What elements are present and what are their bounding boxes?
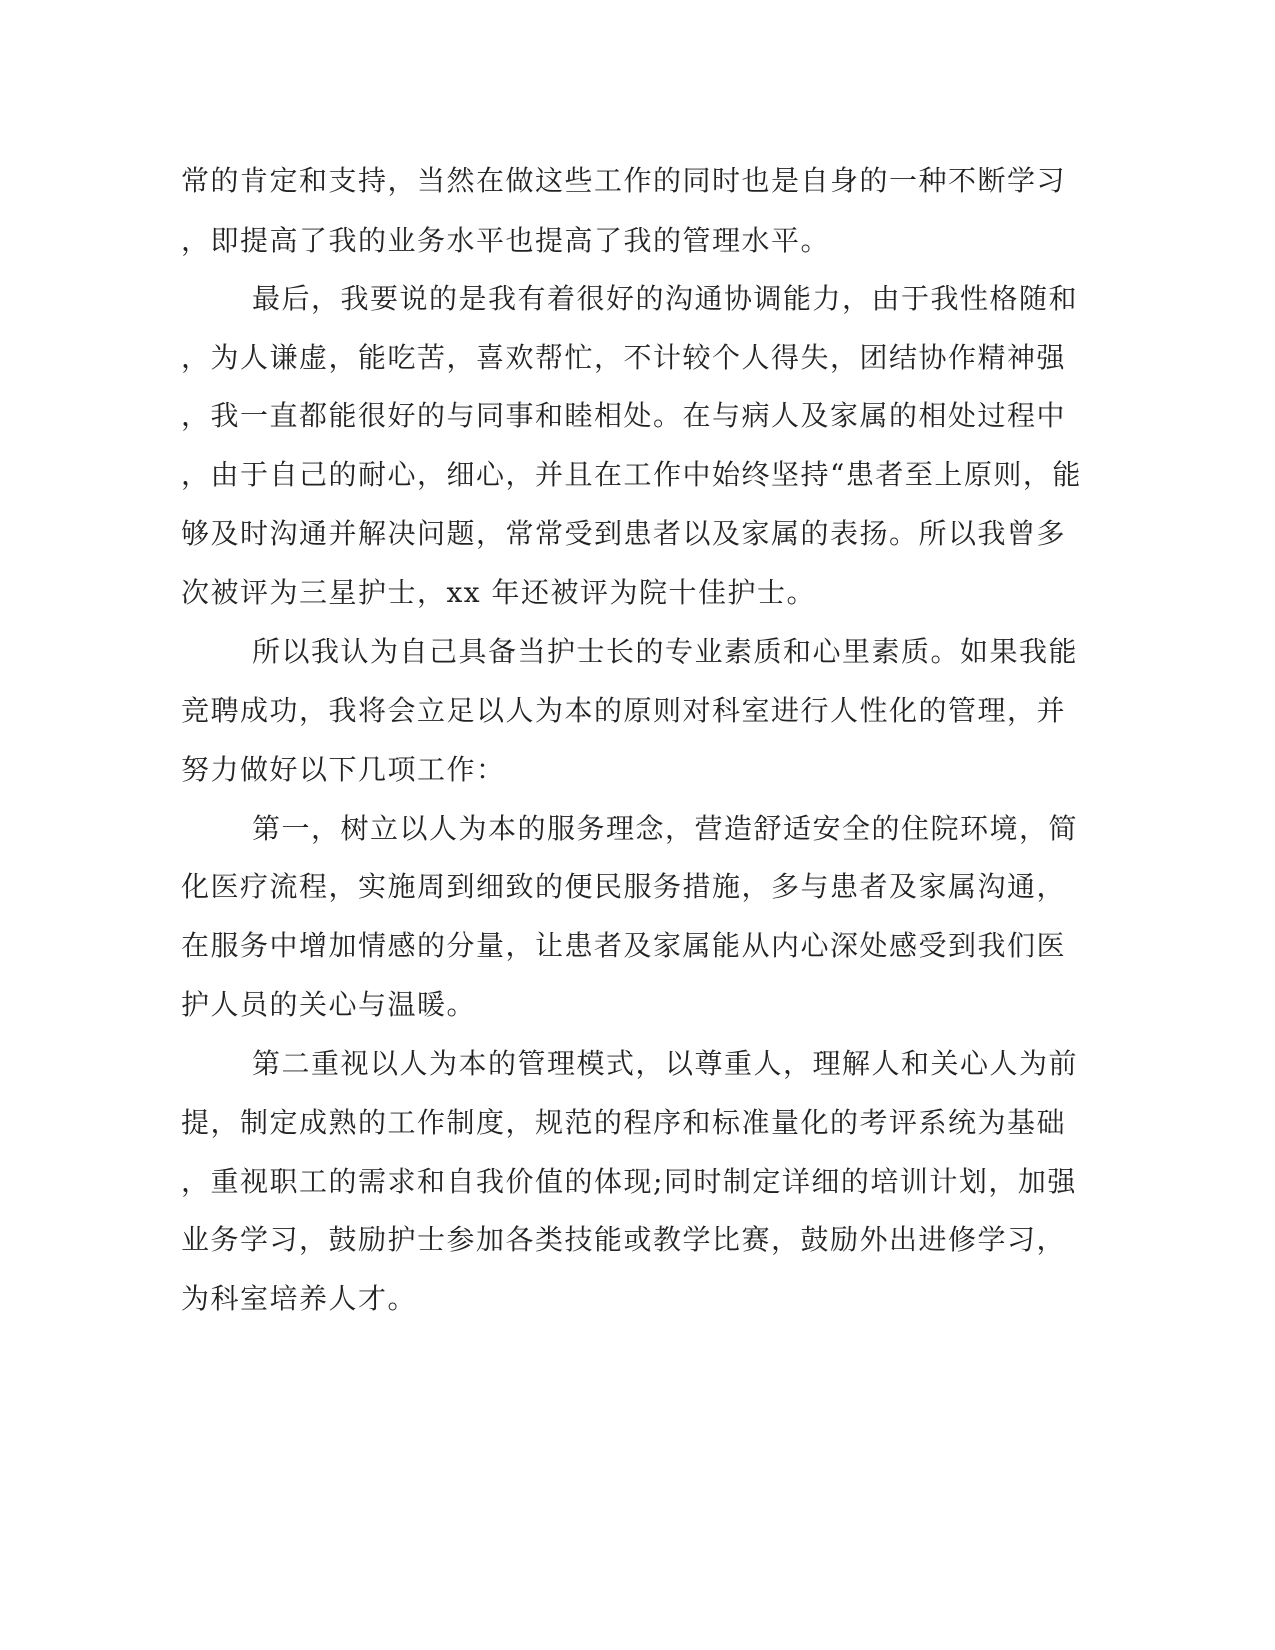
text-line: 够及时沟通并解决问题，常常受到患者以及家属的表扬。所以我曾多	[181, 517, 1067, 550]
paragraph-first-line: 第二重视以人为本的管理模式，以尊重人，理解人和关心人为前	[252, 1047, 1079, 1080]
text-line: 化医疗流程，实施周到细致的便民服务措施，多与患者及家属沟通，	[181, 870, 1067, 903]
text-line: 次被评为三星护士，xx 年还被评为院十佳护士。	[181, 576, 816, 609]
paragraph-first-line: 最后，我要说的是我有着很好的沟通协调能力，由于我性格随和	[252, 282, 1079, 315]
text-line: ，即提高了我的业务水平也提高了我的管理水平。	[181, 224, 831, 257]
text-line: ，重视职工的需求和自我价值的体现;同时制定详细的培训计划，加强	[181, 1165, 1077, 1198]
text-line: 业务学习，鼓励护士参加各类技能或教学比赛，鼓励外出进修学习，	[181, 1223, 1067, 1256]
text-line: 竞聘成功，我将会立足以人为本的原则对科室进行人性化的管理，并	[181, 694, 1067, 727]
text-line: 常的肯定和支持，当然在做这些工作的同时也是自身的一种不断学习	[181, 164, 1067, 197]
text-line: ，为人谦虚，能吃苦，喜欢帮忙，不计较个人得失，团结协作精神强	[181, 341, 1067, 374]
text-line: ，我一直都能很好的与同事和睦相处。在与病人及家属的相处过程中	[181, 399, 1067, 432]
text-line: 护人员的关心与温暖。	[181, 988, 477, 1021]
text-line: 在服务中增加情感的分量，让患者及家属能从内心深处感受到我们医	[181, 929, 1067, 962]
paragraph-first-line: 第一，树立以人为本的服务理念，营造舒适安全的住院环境，简	[252, 812, 1079, 845]
text-line: 为科室培养人才。	[181, 1282, 418, 1315]
text-line: 提，制定成熟的工作制度，规范的程序和标准量化的考评系统为基础	[181, 1106, 1067, 1139]
text-line: ，由于自己的耐心，细心，并且在工作中始终坚持“患者至上原则，能	[181, 458, 1082, 491]
text-line: 努力做好以下几项工作：	[181, 753, 506, 786]
paragraph-first-line: 所以我认为自己具备当护士长的专业素质和心里素质。如果我能	[252, 635, 1079, 668]
